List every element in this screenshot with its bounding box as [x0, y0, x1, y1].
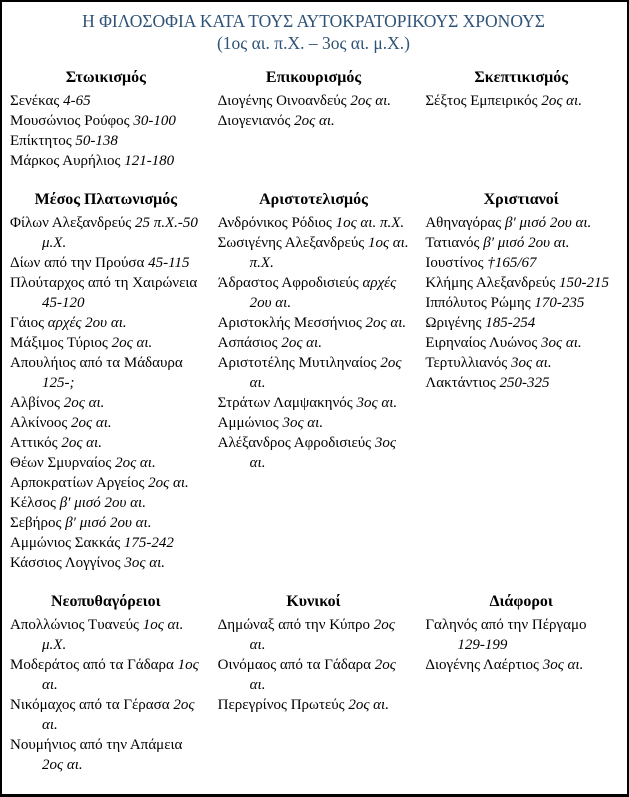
section-header-skepticism: Σκεπτικισμός: [474, 69, 568, 86]
philosopher-entry: [425, 213, 617, 233]
section-misc: [425, 591, 617, 675]
philosopher-entry: [10, 473, 202, 493]
philosopher-name: Θέων Σμυρναίος: [10, 455, 112, 471]
philosopher-entry: [10, 513, 202, 533]
philosopher-date: †165/67: [487, 255, 537, 271]
page-title-line2: (1ος αι. π.Χ. – 3ος αι. μ.Χ.): [216, 33, 410, 53]
philosopher-date: 2ος αι.: [348, 697, 389, 713]
philosopher-entry: [10, 615, 202, 655]
entry-list-epicureanism: [218, 91, 410, 131]
philosopher-name: Περεγρίνος Πρωτεύς: [217, 697, 345, 713]
entry-list-cynics: [218, 615, 410, 715]
philosopher-entry: [10, 213, 202, 253]
philosopher-date: 30-100: [133, 113, 176, 129]
philosopher-date: 2ος αι.: [249, 617, 395, 653]
philosopher-date: 1ος αι. π.Χ.: [335, 215, 405, 231]
philosopher-entry: [218, 353, 410, 393]
philosopher-date: β′ μισό 2ου αι.: [505, 215, 592, 231]
philosopher-entry: [10, 413, 202, 433]
philosopher-name: Άδραστος Αφροδισιεύς: [217, 275, 359, 291]
philosopher-name: Αριστοκλής Μεσσήνιος: [217, 315, 362, 331]
entry-list-skepticism: [425, 91, 617, 111]
philosopher-date: 1ος αι.: [42, 657, 199, 693]
philosopher-entry: [218, 213, 410, 233]
document-page: [2, 2, 627, 775]
philosopher-date: 121-180: [124, 153, 175, 169]
philosopher-entry: [10, 393, 202, 413]
philosopher-date: 185-254: [485, 315, 536, 331]
section-header-christians: Χριστιανοί: [483, 191, 559, 208]
philosopher-date: 2ος αι.: [42, 697, 195, 733]
philosopher-date: 125-;: [42, 375, 75, 391]
philosopher-date: 4-65: [63, 93, 91, 109]
section-cynics: [218, 591, 410, 715]
philosopher-name: Αλβίνος: [10, 395, 60, 411]
philosopher-date: 25 π.Χ.-50 μ.Χ.: [42, 215, 198, 251]
philosopher-date: 2ος αι.: [294, 113, 335, 129]
philosopher-date: β′ μισό 2ου αι.: [65, 515, 152, 531]
section-christians: [425, 189, 617, 393]
entry-list-stoicism: [10, 91, 202, 171]
philosopher-name: Μάρκος Αυρήλιος: [10, 153, 121, 169]
philosopher-entry: [10, 493, 202, 513]
philosopher-date: 45-120: [42, 295, 85, 311]
philosopher-name: Αμμώνιος Σακκάς: [10, 535, 121, 551]
section-header-aristotelianism: Αριστοτελισμός: [259, 191, 368, 208]
philosopher-name: Ανδρόνικος Ρόδιος: [217, 215, 332, 231]
philosopher-name: Ιππόλυτος Ρώμης: [425, 295, 531, 311]
philosopher-name: Αθηναγόρας: [425, 215, 502, 231]
page-title-line1: Η ΦΙΛΟΣΟΦΙΑ ΚΑΤΑ ΤΟΥΣ ΑΥΤΟΚΡΑΤΟΡΙΚΟΥΣ ΧΡΟΝΟΥΣ: [82, 11, 545, 31]
section-neopythagoreans: [10, 591, 202, 775]
philosopher-name: Αλκίνοος: [10, 415, 68, 431]
philosopher-name: Ειρηναίος Λυώνος: [425, 335, 538, 351]
philosopher-date: 2ος αι.: [115, 455, 156, 471]
philosopher-entry: [218, 433, 410, 473]
section-aristotelianism: [218, 189, 410, 473]
philosopher-name: Μάξιμος Τύριος: [10, 335, 108, 351]
philosopher-entry: [10, 553, 202, 573]
philosopher-name: Αριστοτέλης Μυτιληναίος: [217, 355, 377, 371]
philosopher-entry: [10, 253, 202, 273]
philosopher-name: Οινόμαος από τα Γάδαρα: [217, 657, 372, 673]
philosopher-date: 3ος αι.: [356, 395, 398, 411]
section-middle-platonism: [10, 189, 202, 573]
philosopher-name: Τερτυλλιανός: [425, 355, 508, 371]
philosopher-name: Κέλσος: [10, 495, 56, 511]
philosopher-entry: [218, 695, 410, 715]
section-header-stoicism: Στωικισμός: [65, 69, 146, 86]
philosopher-name: Αρποκρατίων Αργείος: [10, 475, 145, 491]
philosopher-entry: [10, 333, 202, 353]
philosopher-name: Επίκτητος: [10, 133, 72, 149]
philosopher-date: β′ μισό 2ου αι.: [483, 235, 570, 251]
philosopher-date: 3ος αι.: [249, 435, 396, 471]
philosopher-date: 2ος αι.: [111, 335, 153, 351]
section-header-misc: Διάφοροι: [489, 593, 553, 610]
philosopher-name: Πλούταρχος από τη Χαιρώνεια: [10, 275, 198, 291]
philosopher-entry: [218, 615, 410, 655]
philosopher-entry: [218, 233, 410, 273]
philosopher-name: Σενέκας: [10, 93, 60, 109]
section-header-neopythagoreans: Νεοπυθαγόρειοι: [51, 593, 161, 610]
section-stoicism: [10, 67, 202, 171]
philosopher-name: Ασπάσιος: [217, 335, 278, 351]
philosopher-date: 3ος αι.: [541, 335, 582, 351]
section-epicureanism: [218, 67, 410, 131]
philosopher-entry: [218, 111, 410, 131]
philosopher-name: Ιουστίνος: [425, 255, 484, 271]
philosopher-date: 2ος αι.: [281, 335, 322, 351]
philosopher-entry: [425, 233, 617, 253]
philosopher-date: 129-199: [457, 637, 508, 653]
philosopher-date: 250-325: [499, 375, 550, 391]
philosopher-date: 3ος αι.: [282, 415, 324, 431]
philosopher-entry: [425, 353, 617, 373]
philosopher-name: Νικόμαχος από τα Γέρασα: [10, 697, 170, 713]
philosopher-name: Αμμώνιος: [217, 415, 279, 431]
philosopher-name: Κάσσιος Λογγίνος: [10, 555, 121, 571]
philosopher-date: 2ος αι.: [249, 657, 396, 693]
philosopher-date: 2ος αι.: [71, 415, 112, 431]
philosopher-entry: [425, 373, 617, 393]
philosopher-name: Σωσιγένης Αλεξανδρεύς: [217, 235, 365, 251]
philosopher-entry: [218, 313, 410, 333]
philosopher-name: Φίλων Αλεξανδρεύς: [10, 215, 132, 231]
philosopher-date: 2ος αι.: [541, 93, 582, 109]
philosopher-name: Δημώναξ από την Κύπρο: [217, 617, 371, 633]
philosopher-date: 2ος αι.: [249, 355, 402, 391]
philosopher-name: Τατιανός: [425, 235, 480, 251]
philosopher-name: Στράτων Λαμψακηνός: [217, 395, 353, 411]
philosopher-entry: [425, 313, 617, 333]
philosopher-name: Ωριγένης: [425, 315, 482, 331]
philosopher-entry: [218, 91, 410, 111]
philosopher-name: Απουλήιος από τα Μάδαυρα: [10, 355, 183, 371]
philosopher-date: 2ος αι.: [61, 435, 102, 451]
philosopher-name: Μουσώνιος Ρούφος: [10, 113, 130, 129]
philosopher-name: Σέξτος Εμπειρικός: [425, 93, 538, 109]
philosopher-name: Σεβήρος: [10, 515, 62, 531]
philosopher-name: Απολλώνιος Τυανεύς: [10, 617, 139, 633]
philosopher-date: αρχές 2ου αι.: [47, 315, 127, 331]
section-header-epicureanism: Επικουρισμός: [265, 69, 362, 86]
philosopher-name: Διογένης Οινοανδεύς: [217, 93, 347, 109]
philosophy-schools-grid: [10, 67, 617, 775]
philosopher-entry: [10, 313, 202, 333]
section-skepticism: [425, 67, 617, 111]
philosopher-entry: [10, 273, 202, 313]
philosopher-date: 2ος αι.: [148, 475, 189, 491]
philosopher-name: Γάιος: [10, 315, 45, 331]
philosopher-date: 3ος αι.: [124, 555, 165, 571]
philosopher-entry: [10, 453, 202, 473]
philosopher-entry: [425, 615, 617, 655]
philosopher-date: 1ος αι. π.Χ.: [249, 235, 409, 271]
philosopher-entry: [218, 333, 410, 353]
philosopher-name: Μοδεράτος από τα Γάδαρα: [10, 657, 174, 673]
philosopher-entry: [10, 533, 202, 553]
entry-list-misc: [425, 615, 617, 675]
philosopher-entry: [218, 273, 410, 313]
philosopher-date: 50-138: [75, 133, 118, 149]
philosopher-entry: [10, 655, 202, 695]
philosopher-name: Δίων από την Προύσα: [10, 255, 145, 271]
philosopher-name: Διογενιανός: [217, 113, 291, 129]
philosopher-name: Αλέξανδρος Αφροδισιεύς: [217, 435, 372, 451]
entry-list-christians: [425, 213, 617, 393]
page-title: [10, 10, 617, 54]
section-header-middle-platonism: Μέσος Πλατωνισμός: [34, 191, 177, 208]
philosopher-entry: [10, 735, 202, 775]
philosopher-entry: [10, 91, 202, 111]
philosopher-entry: [218, 393, 410, 413]
philosopher-entry: [10, 433, 202, 453]
philosopher-entry: [10, 111, 202, 131]
philosopher-entry: [425, 655, 617, 675]
philosopher-entry: [10, 131, 202, 151]
philosopher-entry: [425, 293, 617, 313]
philosopher-name: Λακτάντιος: [425, 375, 496, 391]
philosopher-date: β′ μισό 2ου αι.: [59, 495, 146, 511]
philosopher-name: Γαληνός από την Πέργαμο: [425, 617, 587, 633]
entry-list-aristotelianism: [218, 213, 410, 473]
philosopher-date: 150-215: [559, 275, 610, 291]
philosopher-entry: [10, 353, 202, 393]
philosopher-entry: [218, 655, 410, 695]
philosopher-entry: [425, 273, 617, 293]
philosopher-entry: [425, 333, 617, 353]
philosopher-name: Νουμήνιος από την Απάμεια: [10, 737, 183, 753]
philosopher-date: 170-235: [534, 295, 585, 311]
philosopher-entry: [425, 253, 617, 273]
entry-list-neopythagoreans: [10, 615, 202, 775]
philosopher-date: 2ος αι.: [350, 93, 391, 109]
philosopher-date: 2ος αι.: [63, 395, 105, 411]
philosopher-date: 3ος αι.: [510, 355, 552, 371]
section-header-cynics: Κυνικοί: [286, 593, 341, 610]
philosopher-date: 45-115: [148, 255, 190, 271]
philosopher-date: 2ος αι.: [42, 757, 83, 773]
philosopher-date: 175-242: [123, 535, 174, 551]
philosopher-date: 2ος αι.: [365, 315, 407, 331]
philosopher-date: αρχές 2ου αι.: [249, 275, 397, 311]
philosopher-date: 1ος αι. μ.Χ.: [42, 617, 184, 653]
philosopher-name: Αττικός: [10, 435, 58, 451]
philosopher-name: Κλήμης Αλεξανδρεύς: [425, 275, 556, 291]
philosopher-name: Διογένης Λαέρτιος: [425, 657, 539, 673]
entry-list-middle-platonism: [10, 213, 202, 573]
philosopher-date: 3ος αι.: [542, 657, 584, 673]
philosopher-entry: [218, 413, 410, 433]
philosopher-entry: [425, 91, 617, 111]
philosopher-entry: [10, 151, 202, 171]
philosopher-entry: [10, 695, 202, 735]
